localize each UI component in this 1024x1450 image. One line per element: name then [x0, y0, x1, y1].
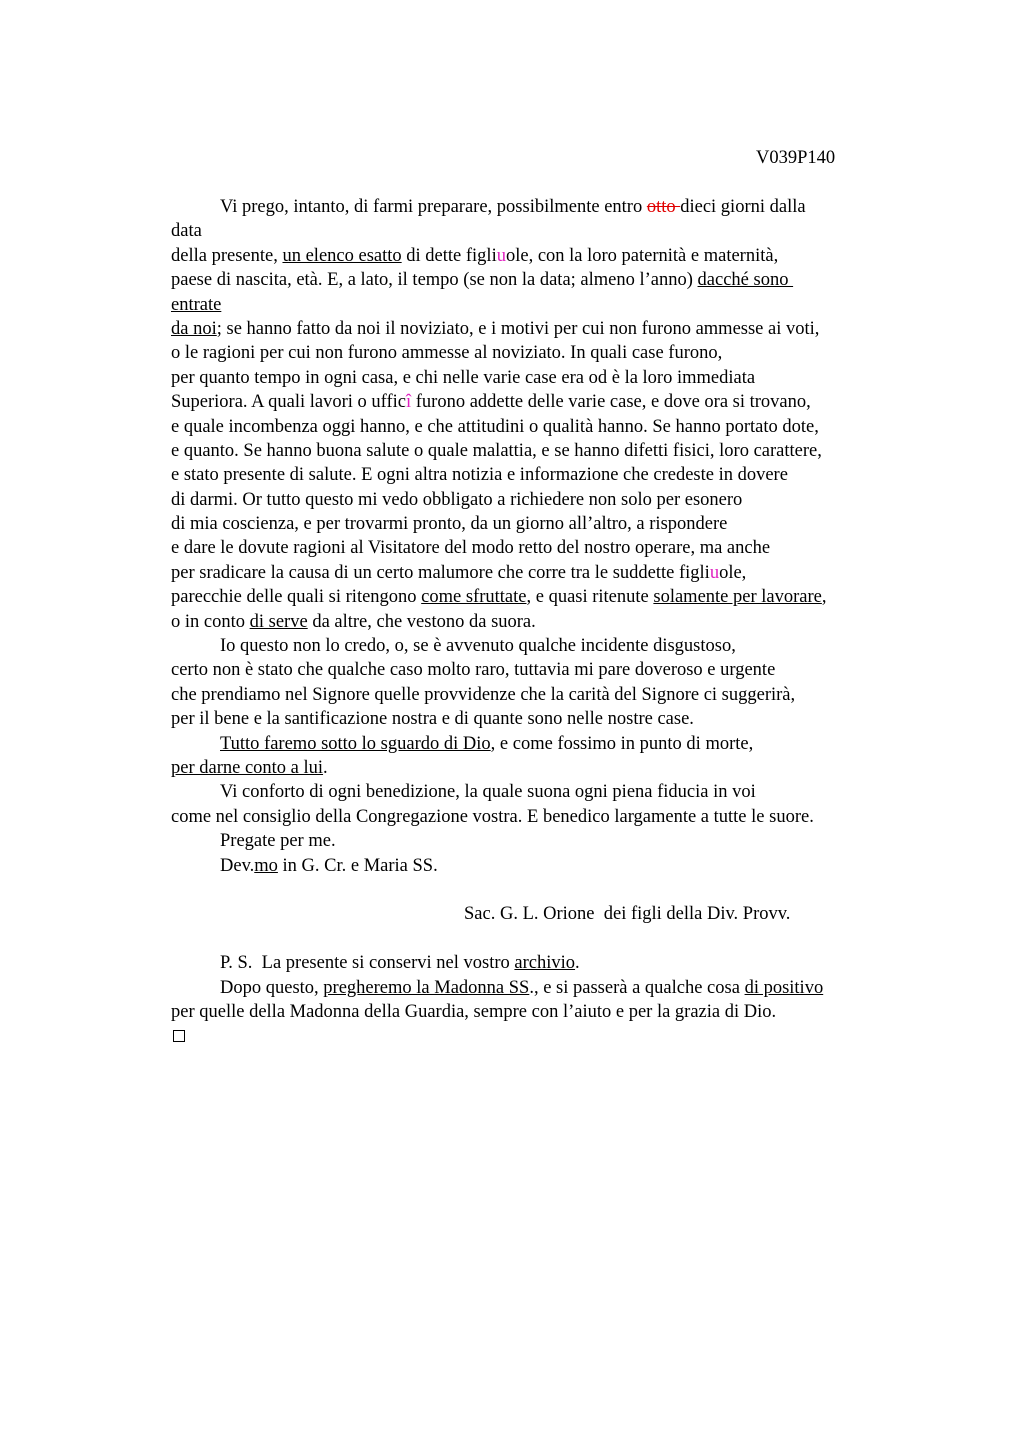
- checkbox-square-icon: [173, 1030, 185, 1042]
- text-line: Vi prego, intanto, di farmi preparare, possibilmente entro otto dieci giorni dalla: [220, 197, 806, 217]
- text-line: da noi; se hanno fatto da noi il noviziato, e i motivi per cui non furono ammesse ai voti,: [171, 318, 820, 339]
- underlined-text: Tutto faremo sotto lo sguardo di Dio: [220, 733, 491, 754]
- text-line: certo non è stato che qualche caso molto raro, tuttavia mi pare doveroso e urgente: [171, 660, 776, 681]
- text-line: per il bene e la santificazione nostra e di quante sono nelle nostre case.: [171, 709, 694, 730]
- underlined-text: da noi: [171, 318, 217, 339]
- text-line: Superiora. A quali lavori o ufficî furono addette delle varie case, e dove ora si trovano,: [171, 392, 811, 413]
- spacer: [171, 878, 911, 902]
- underlined-text: solamente per lavorare: [653, 587, 822, 608]
- text-line: Dopo questo, pregheremo la Madonna SS., e si passerà a qualche cosa di positivo: [220, 977, 824, 998]
- underlined-text: dacché sono: [697, 270, 794, 291]
- inserted-text: î: [405, 392, 412, 413]
- text-line: Vi conforto di ogni benedizione, la quale suona ogni piena fiducia in voi: [220, 782, 756, 803]
- postscript-line: P. S. La presente si conservi nel vostro archivio.: [220, 953, 580, 974]
- end-marker: [171, 1024, 911, 1048]
- text-line: Tutto faremo sotto lo sguardo di Dio, e come fossimo in punto di morte,: [220, 733, 754, 754]
- text-line: e quanto. Se hanno buona salute o quale malattia, e se hanno difetti fisici, loro carattere,: [171, 440, 822, 461]
- text-line: per quelle della Madonna della Guardia, sempre con l’aiuto e per la grazia di Dio.: [171, 1001, 777, 1022]
- text-line: della presente, un elenco esatto di dette figliuole, con la loro paternità e maternità,: [171, 245, 779, 266]
- underlined-text: entrate: [171, 294, 222, 315]
- page-id: V039P140: [756, 148, 836, 168]
- text-line: paese di nascita, età. E, a lato, il tempo (se non la data; almeno l’anno) dacché sono: [171, 270, 794, 291]
- underlined-text: di serve: [249, 611, 308, 632]
- underlined-text: per darne conto a lui: [171, 757, 324, 778]
- inserted-text: u: [709, 562, 720, 583]
- underlined-text: un elenco esatto: [282, 245, 402, 266]
- underlined-text: pregheremo la Madonna SS: [323, 977, 530, 998]
- spacer: [171, 927, 911, 951]
- text-line: e quale incombenza oggi hanno, e che attitudini o qualità hanno. Se hanno portato dote,: [171, 416, 819, 437]
- text-line: o le ragioni per cui non furono ammesse al noviziato. In quali case furono,: [171, 343, 723, 364]
- text-line: per sradicare la causa di un certo malumore che corre tra le suddette figliuole,: [171, 562, 747, 583]
- text-line: di mia coscienza, e per trovarmi pronto, da un giorno all’altro, a rispondere: [171, 514, 728, 535]
- text-line: per quanto tempo in ogni casa, e chi nelle varie case era od è la loro immediata: [171, 367, 756, 388]
- text-line: e dare le dovute ragioni al Visitatore del modo retto del nostro operare, ma anche: [171, 538, 771, 559]
- text-line: di darmi. Or tutto questo mi vedo obbligato a richiedere non solo per esonero: [171, 489, 743, 510]
- text-line: [171, 293, 911, 317]
- text-line: che prendiamo nel Signore quelle provvidenze che la carità del Signore ci suggerirà,: [171, 684, 796, 705]
- text-line: Dev.mo in G. Cr. e Maria SS.: [220, 855, 438, 876]
- text-line: parecchie delle quali si ritengono come sfruttate, e quasi ritenute solamente per lavorare,: [171, 587, 827, 608]
- text-line: Io questo non lo credo, o, se è avvenuto qualche incidente disgustoso,: [220, 636, 736, 657]
- text-line: Pregate per me.: [220, 831, 336, 852]
- underlined-text: di positivo: [744, 977, 824, 998]
- underlined-text: come sfruttate: [421, 587, 527, 608]
- deleted-text: otto: [646, 197, 681, 217]
- underlined-text: mo: [254, 855, 278, 876]
- letter-body: [171, 195, 911, 1049]
- text-line: come nel consiglio della Congregazione vostra. E benedico largamente a tutte le suore.: [171, 806, 814, 827]
- text-line: e stato presente di salute. E ogni altra notizia e informazione che credeste in dovere: [171, 465, 788, 486]
- underlined-text: archivio: [514, 953, 576, 974]
- text-line: data: [171, 221, 202, 242]
- text-line: o in conto di serve da altre, che vestono da suora.: [171, 611, 536, 632]
- signature: Sac. G. L. Orione dei figli della Div. Provv.: [464, 904, 791, 925]
- inserted-text: u: [496, 245, 506, 266]
- text-line: per darne conto a lui.: [171, 757, 328, 778]
